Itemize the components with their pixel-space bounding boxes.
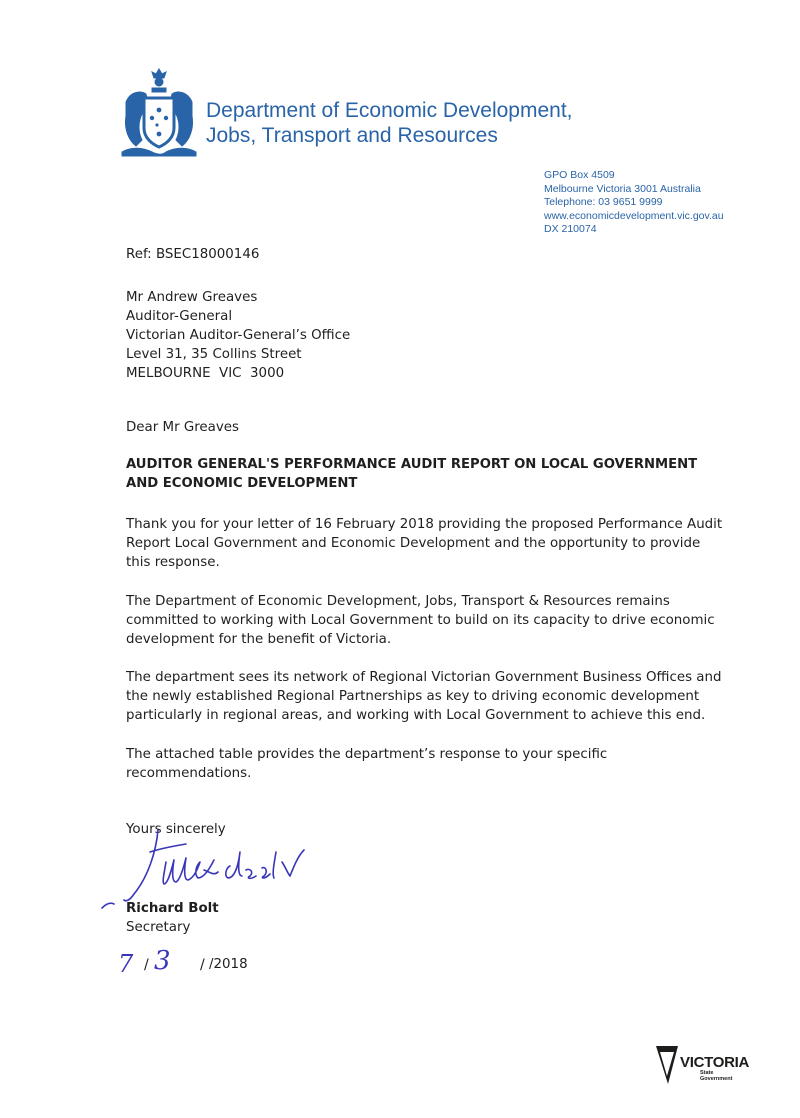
state-government-label	[700, 1070, 732, 1082]
paragraph-3: The department sees its network of Regional Victorian Government Business Offices and the newly established Regional Partnerships as key to driving economic development particularly in regional areas, and working with Local Government to achieve this end.	[126, 670, 722, 723]
government-label: Government	[700, 1076, 733, 1082]
date-line	[118, 946, 318, 982]
paragraph-4: The attached table provides the department’s response to your specific recommendations.	[126, 747, 608, 781]
date-separator: /	[200, 957, 205, 973]
contact-website: www.economicdevelopment.vic.gov.au	[544, 209, 724, 222]
date-day-handwritten: 7	[118, 950, 134, 978]
date-separator: /	[144, 957, 149, 973]
contact-city: Melbourne Victoria 3001 Australia	[544, 182, 701, 195]
department-name-line-1: Department of Economic Development,	[206, 99, 573, 122]
paragraph-2: The Department of Economic Development, Jobs, Transport & Resources remains committed to working with Local Government to build on its capacity to drive economic development for the benefit of Victoria.	[126, 594, 715, 647]
contact-dx: DX 210074	[544, 223, 597, 236]
state-label: State	[700, 1070, 714, 1076]
signer-block	[126, 899, 219, 937]
salutation: Dear Mr Greaves	[126, 420, 240, 435]
letter-subject: AUDITOR GENERAL'S PERFORMANCE AUDIT REPORT ON LOCAL GOVERNMENT AND ECONOMIC DEVELOPMENT	[126, 457, 698, 491]
victoria-wordmark: VICTORIA	[680, 1054, 749, 1071]
victoria-state-government-logo	[656, 1044, 749, 1086]
recipient-street: Level 31, 35 Collins Street	[126, 347, 302, 362]
date-month-handwritten: 3	[154, 946, 171, 976]
recipient-title: Auditor-General	[126, 309, 233, 324]
contact-telephone: Telephone: 03 9651 9999	[544, 196, 663, 209]
department-name	[206, 98, 646, 148]
signer-title: Secretary	[126, 920, 191, 935]
recipient-name: Mr Andrew Greaves	[126, 290, 258, 305]
paragraph-1: Thank you for your letter of 16 February 2018 providing the proposed Performance Audit Report Local Government and Economic Development and the opportunity to provide this response.	[126, 517, 723, 570]
state-crest-icon	[118, 68, 200, 160]
department-name-line-2: Jobs, Transport and Resources	[206, 124, 498, 147]
closing: Yours sincerely	[126, 822, 226, 837]
contact-details	[544, 169, 784, 237]
signer-name: Richard Bolt	[126, 901, 219, 916]
recipient-address	[126, 288, 350, 383]
reference-number: Ref: BSEC18000146	[126, 247, 260, 262]
date-year: /2018	[209, 957, 248, 972]
contact-po-box: GPO Box 4509	[544, 169, 615, 181]
recipient-office: Victorian Auditor-General’s Office	[126, 328, 351, 343]
recipient-city: MELBOURNE VIC 3000	[126, 366, 285, 381]
